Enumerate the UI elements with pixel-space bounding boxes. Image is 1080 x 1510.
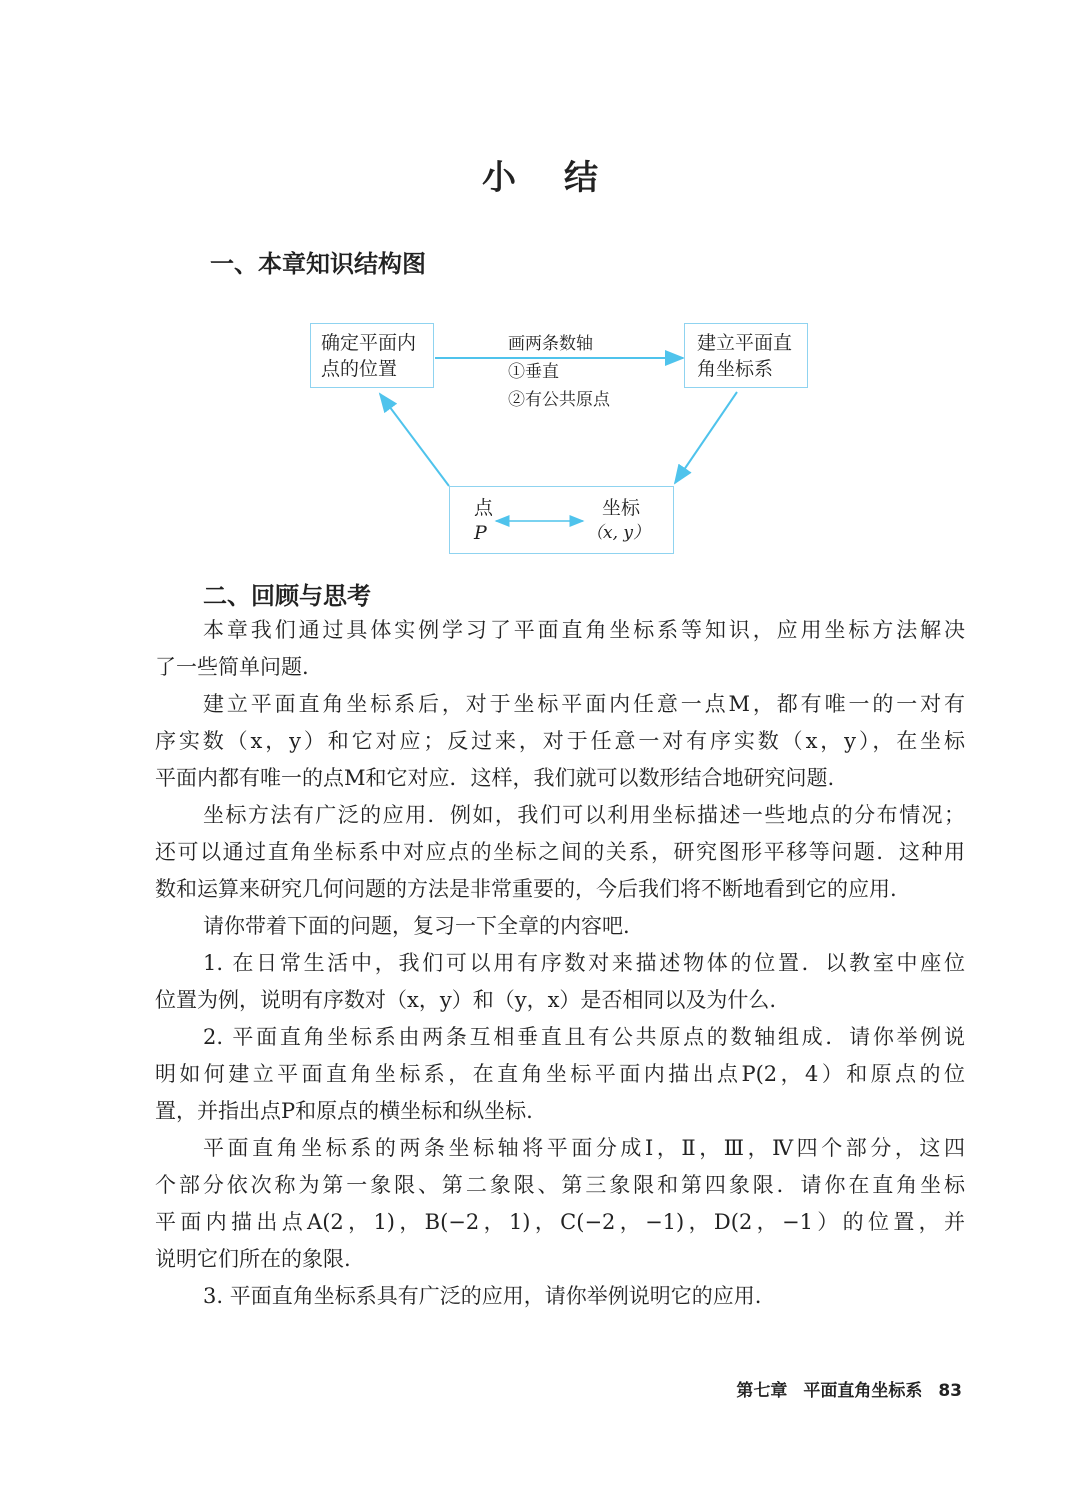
text-line: 1. 在日常生活中，我们可以用有序数对来描述物体的位置．以教室中座位 [203,951,965,975]
text-line: 序实数（x，y）和它对应；反过来，对于任意一对有序实数（x，y），在坐标 [155,729,965,753]
page-number: 83 [938,1381,962,1401]
paragraph [155,797,965,908]
box-point-coordinate [449,486,674,554]
text-line: 平面内都有唯一的点M和它对应．这样，我们就可以数形结合地研究问题. [155,766,835,790]
text-line: 2. 平面直角坐标系由两条互相垂直且有公共原点的数轴组成．请你举例说 [203,1025,965,1049]
paragraph [155,612,965,686]
text-line: 坐标方法有广泛的应用．例如，我们可以利用坐标描述一些地点的分布情况； [203,803,965,827]
text-line: 还可以通过直角坐标系中对应点的坐标之间的关系，研究图形平移等问题．这种用 [155,840,965,864]
text-line: 位置为例，说明有序数对（x，y）和（y，x）是否相同以及为什么. [155,988,777,1012]
box-build-coordinate-system [684,323,808,388]
text-line: 说明它们所在的象限. [155,1247,351,1271]
coord-value: （x, y） [586,523,650,543]
footer-chapter-title: 平面直角坐标系 [803,1381,923,1401]
edge-label-line: ①垂直 [508,362,559,382]
text-line: 平面直角坐标系的两条坐标轴将平面分成Ⅰ，Ⅱ，Ⅲ，Ⅳ四个部分，这四 [203,1136,965,1160]
point-name: P [474,522,487,544]
text-line: 置，并指出点P和原点的横坐标和纵坐标. [155,1099,533,1123]
box-text: 建立平面直 [697,332,793,354]
coord-label: 坐标 [602,497,641,519]
section-heading-structure: 一、本章知识结构图 [210,250,426,278]
paragraph [155,686,965,797]
text-line: 明如何建立平面直角坐标系，在直角坐标平面内描出点P(2，4）和原点的位 [155,1062,965,1086]
box-text: 角坐标系 [697,358,774,380]
paragraph [155,908,965,945]
page-footer [720,1376,962,1401]
review-body [155,612,965,1315]
arrow-right-to-bottom [675,392,737,483]
text-line: 3. 平面直角坐标系具有广泛的应用，请你举例说明它的应用. [203,1284,762,1308]
arrow-bottom-to-left [380,394,449,486]
box-text: 确定平面内 [321,332,417,354]
paragraph [155,1278,965,1315]
box-determine-point-position [310,323,434,388]
paragraph [155,1130,965,1278]
text-line: 数和运算来研究几何问题的方法是非常重要的，今后我们将不断地看到它的应用. [155,877,897,901]
paragraph [155,945,965,1019]
paragraph [155,1019,965,1130]
page-title: 小结 [482,158,646,198]
section-heading-review: 二、回顾与思考 [203,582,371,610]
footer-chapter: 第七章 [736,1381,788,1401]
edge-label-line: ②有公共原点 [508,390,610,410]
text-line: 请你带着下面的问题，复习一下全章的内容吧. [203,914,630,938]
text-line: 了一些简单问题. [155,655,309,679]
text-line: 建立平面直角坐标系后，对于坐标平面内任意一点M，都有唯一的一对有 [203,692,965,716]
text-line: 个部分依次称为第一象限、第二象限、第三象限和第四象限．请你在直角坐标 [155,1173,965,1197]
text-line: 平面内描出点A(2，1)，B(−2，1)，C(−2，−1)，D(2，−1）的位置，并 [155,1210,965,1234]
box-text: 点的位置 [321,358,398,380]
text-line: 本章我们通过具体实例学习了平面直角坐标系等知识，应用坐标方法解决 [203,618,965,642]
edge-label [508,330,610,414]
point-label: 点 [474,497,494,519]
edge-label-line: 画两条数轴 [508,334,593,354]
